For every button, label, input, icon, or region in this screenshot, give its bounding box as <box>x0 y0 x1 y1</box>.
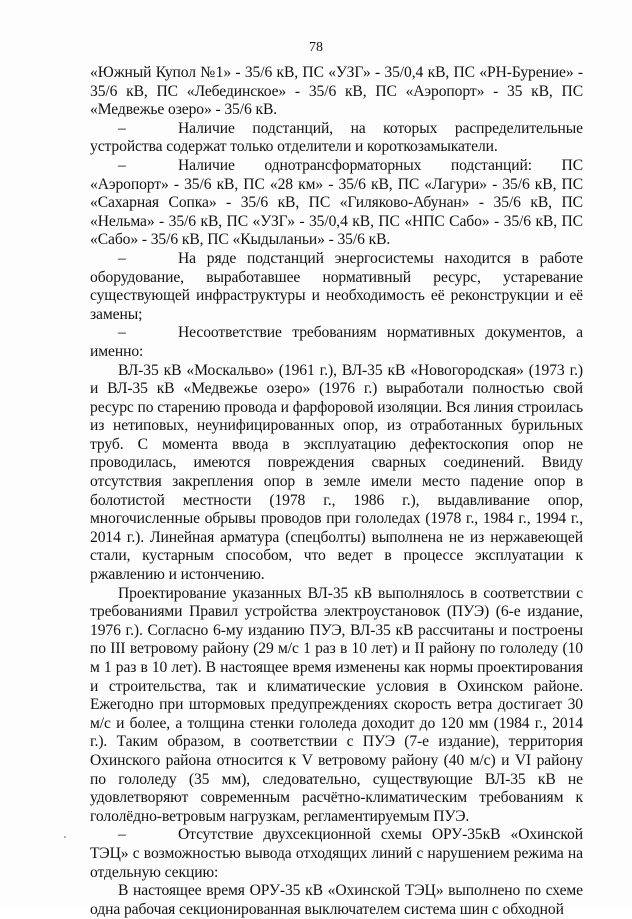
page-number: 78 <box>309 40 323 55</box>
paragraph-text: В настоящее время ОРУ-35 кВ «Охинской ТЭЦ» выполнено по схеме одна рабочая секционированная выключателем система шин с обходной <box>90 882 583 918</box>
paragraph-text: Несоответствие требованиям нормативных документов, а именно: <box>90 324 583 360</box>
list-dash: – <box>118 119 126 137</box>
paragraph-text: «Южный Купол №1» - 35/6 кВ, ПС «УЗГ» - 35/0,4 кВ, ПС «РН-Бурение» - 35/6 кВ, ПС «Лебединское» - 35/6 кВ, ПС «Аэропорт» - 35 кВ, ПС «Медвежье озеро» - 35/6 кВ. <box>90 64 583 119</box>
paragraph-text: Наличие однотрансформаторных подстанций: ПС «Аэропорт» - 35/6 кВ, ПС «28 км» - 35/6 кВ, ПС «Лагури» - 35/6 кВ, ПС «Сахарная Сопка» - 35/6 кВ, ПС «Гиляково-Абунан» - 35/6 кВ, ПС «Нельма» - 35/6 кВ, ПС «УЗГ» - 35/0,4 кВ, ПС «НПС Сабо» - 35/6 кВ, ПС «Сабо» - 35/6 кВ, ПС «Кыдыланьи» - 35/6 кВ. <box>90 156 583 249</box>
paragraph-oru-scheme <box>90 826 583 882</box>
paragraph-substation-list <box>90 64 583 120</box>
list-dash: – <box>118 324 126 342</box>
list-dash: – <box>118 249 126 267</box>
list-dash: – <box>118 826 126 844</box>
paragraph-single-transformer <box>90 157 583 250</box>
paragraph-power-lines <box>90 362 583 585</box>
paragraph-text: Отсутствие двухсекционной схемы ОРУ-35кВ «Охинской ТЭЦ» с возможностью вывода отходящих линий с нарушением режима на отдельную секцию: <box>90 826 583 881</box>
paragraph-current-scheme <box>90 882 583 919</box>
scan-speck <box>64 836 66 838</box>
list-dash: – <box>118 156 126 174</box>
paragraph-design-standards <box>90 585 583 827</box>
paragraph-text: ВЛ-35 кВ «Москальво» (1961 г.), ВЛ-35 кВ «Новогородская» (1973 г.) и ВЛ-35 кВ «Медвежье озеро» (1976 г.) выработали полностью свой ресурс по старению провода и фарфоровой изоляции. Вся линия строилась из нетиповых, неунифицированных опор, из отработанных бурильных труб. С момента ввода в эксплуатацию дефектоскопия опор не проводилась, имеются повреждения сварных соединений. Ввиду отсутствия закрепления опор в земле имели место падение опор в болотистой местности (1978 г., 1986 г.), выдавливание опор, многочисленные обрывы проводов при гололедах (1978 г., 1984 г., 1994 г., 2014 г.). Линейная арматура (спецболты) выполнена не из нержавеющей стали, кустарным способом, что ведет в процессе эксплуатации к ржавлению и истончению. <box>90 361 584 584</box>
paragraph-text: Наличие подстанций, на которых распределительные устройства содержат только отделители и короткозамыкатели. <box>90 119 583 156</box>
paragraph-separators <box>90 120 583 157</box>
paragraph-text: На ряде подстанций энергосистемы находится в работе оборудование, выработавшее нормативный ресурс, устаревание существующей инфраструктуры и необходимость её реконструкции и её замены; <box>90 249 583 323</box>
paragraph-nonconformity <box>90 324 583 361</box>
page-body <box>90 64 583 919</box>
paragraph-aging-equipment <box>90 250 583 324</box>
paragraph-text: Проектирование указанных ВЛ-35 кВ выполнялось в соответствии с требованиями Правил устройства электроустановок (ПУЭ) (6-е издание, 1976 г.). Согласно 6-му изданию ПУЭ, ВЛ-35 кВ рассчитаны и построены по III ветровому району (29 м/с 1 раз в 10 лет) и II району по гололеду (10 м 1 раз в 10 лет). В настоящее время изменены как нормы проектирования и строительства, так и климатические условия в Охинском районе. Ежегодно при штормовых предупреждениях скорость ветра достигает 30 м/с и более, а толщина стенки гололеда доходит до 120 мм (1984 г., 2014 г.). Таким образом, в соответствии с ПУЭ (7-е издание), территория Охинского района относится к V ветровому району (40 м/с) и VI району по гололеду (35 мм), следовательно, существующие ВЛ-35 кВ не удовлетворяют современным расчётно-климатическим требованиям к гололёдно-ветровым нагрузкам, регламентируемым ПУЭ. <box>90 584 583 825</box>
